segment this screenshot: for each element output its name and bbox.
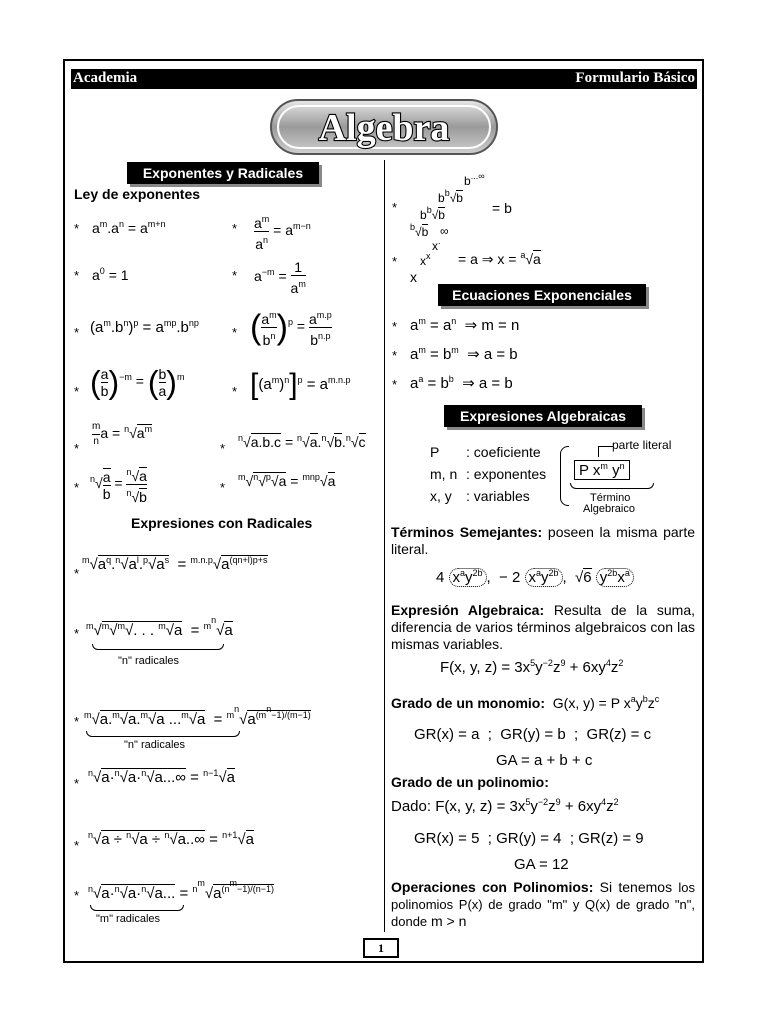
grado-monomio-gr: GR(x) = a ; GR(y) = b ; GR(z) = c xyxy=(414,726,652,743)
legend-algebraico: Algebraico xyxy=(583,503,635,515)
formula-8-body: $[(a^m)^n]^p = a^{m.n.p}$ xyxy=(250,368,351,401)
formula-8: * xyxy=(232,384,238,399)
radical-3-caption: "n" radicales xyxy=(124,739,186,751)
grado-polinomio-title: Grado de un polinomio: xyxy=(391,774,549,790)
brace-3 xyxy=(90,905,184,911)
radical-6-body: $^n$√a·$^n$√a·$^n$√a... = $^{n^m}√a^{(n^m-1)/(n-1)}$ xyxy=(88,878,275,902)
formula-6: * xyxy=(232,325,238,340)
grado-polinomio-gr: GR(x) = 5 ; GR(y) = 4 ; GR(z) = 9 xyxy=(414,830,644,847)
algebra-banner xyxy=(268,97,500,157)
formula-9: * xyxy=(74,441,80,456)
radical-2: * xyxy=(74,626,80,641)
legend-termino: Término xyxy=(590,492,631,504)
formula-7: * xyxy=(74,384,80,399)
legend-p-desc: : coeficiente xyxy=(466,444,541,460)
ecu-3-star: * xyxy=(392,377,398,392)
formula-3: * xyxy=(74,268,80,283)
header-bar xyxy=(71,69,697,89)
radical-5-body: $^n$√a ÷ $^n$√a ÷ $^n$√a..∞ = $^{n+1}$√a xyxy=(88,830,254,848)
operaciones-paragraph: Operaciones con Polinomios: Si tenemos los polinomios P(x) de grado "m" y Q(x) de grado "n", donde m > n xyxy=(391,879,695,929)
formula-10: * xyxy=(220,441,226,456)
formula-3-body: $a^0 = 1$ xyxy=(92,266,129,283)
formula-4-body: $a^{-m}$ = $\frac{1}{a^m}$ xyxy=(254,259,306,296)
semejantes-paragraph: Términos Semejantes: poseen la misma parte literal. xyxy=(391,524,695,557)
section-title-ecuaciones: Ecuaciones Exponenciales xyxy=(438,284,646,306)
section-title-exponentes: Exponentes y Radicales xyxy=(127,162,319,184)
brace-2 xyxy=(86,731,240,737)
semejantes-example: 4 $x^ay^{2b}$ , − 2 $x^ay^{2b}$ , √6 $y^{2b}x^a$ xyxy=(436,568,634,586)
brace-1 xyxy=(92,644,224,650)
header-right: Formulario Básico xyxy=(575,70,695,86)
formula-11: * xyxy=(74,480,80,495)
formula-5-body: $(a^m.b^n)^p = a^{mp}.b^{np}$ xyxy=(90,318,199,336)
formula-1: * xyxy=(74,221,80,236)
formula-1-body: $a^m.a^n = a^{m+n}$ xyxy=(92,219,166,236)
legend-term-brace xyxy=(570,483,654,489)
legend-parte: parte literal xyxy=(612,438,672,452)
radical-5: * xyxy=(74,838,80,853)
subtitle-ley: Ley de exponentes xyxy=(74,186,201,202)
section-title-radicales: Expresiones con Radicales xyxy=(131,515,313,531)
radical-4: * xyxy=(74,776,80,791)
formula-5: * xyxy=(74,325,80,340)
formula-2-body: $\frac{a^m}{a^n}$ = $a^{m-n}$ xyxy=(254,211,311,252)
radical-3-body: $^m$√a.$^m$√a.$^m$√a $...^m√a = ^{m^n}√a^{(m^n-1)/(m-1)}$ xyxy=(84,704,311,728)
tower-1-body: b...∞ $b^b√b$ $b^b√b$ $^b$√b xyxy=(410,171,485,239)
tower-2-result: = a ⇒ x = $^a$√a xyxy=(458,250,541,267)
radical-1-body: $^m√a^q.^n√a^l.^p√a^s = ^{m.n.p}√a^{(qn+l)p+s}$ xyxy=(82,555,268,573)
grado-polinomio-ga: GA = 12 xyxy=(514,856,569,873)
grado-monomio-ga: GA = a + b + c xyxy=(496,752,593,769)
radical-2-caption: "n" radicales xyxy=(118,655,180,667)
grado-monomio: Grado de un monomio: G(x, y) = P $x^ay^bz^c$ xyxy=(391,694,660,711)
formula-12: * xyxy=(220,480,226,495)
tower-2-body: ∞ x. $x^x$ x xyxy=(410,224,449,285)
formula-7-body: ( $\frac{a}{b}$ )$^{-m}$ = ( $\frac{b}{a}$ )$^m$ xyxy=(90,364,185,401)
legend-xy-desc: : variables xyxy=(466,488,530,504)
formula-11-body: $^n$√ $\frac{a}{b}$ = $\frac{^n√a}{^n√b}$ xyxy=(90,464,147,505)
formula-6-body: ( $\frac{a^m}{b^n}$ )$^p$ = $\frac{a^{m.p}}{b^{n.p}}$ xyxy=(250,308,332,348)
legend-p: P xyxy=(430,444,440,460)
header-left: Academia xyxy=(73,70,138,86)
formula-9-body: $\frac{m}{n}$ $a = ^n√a^m$ xyxy=(92,421,153,447)
radical-6-caption: "m" radicales xyxy=(96,913,161,925)
grado-polinomio-dado: Dado: F(x, y, $z) = 3x^5y^{-2}z^9 + 6xy^4z^2$ xyxy=(391,797,619,815)
ecu-1-body: $a^m = a^n$ ⇒ m = n xyxy=(410,316,520,334)
legend-brace xyxy=(560,446,569,506)
formula-4: * xyxy=(232,268,238,283)
expresion-example: F(x, y, $z) = 3x^5y^{-2}z^9 + 6xy^4z^2$ xyxy=(440,658,624,676)
tower-1-result: = b xyxy=(492,200,512,216)
expresion-paragraph: Expresión Algebraica: Resulta de la suma, diferencia de varios términos algebraicos con las mismas variables. xyxy=(391,602,695,652)
formula-12-body: $^m$√$^n$√$^p$√a = $^{mnp}$√a xyxy=(238,472,336,489)
tower-2-star: * xyxy=(392,254,398,269)
radical-2-body: $^m$√$^m$√$^m$√. . . $^m$√a = $^{m^n}$√a xyxy=(86,615,233,639)
radical-1: * xyxy=(74,566,80,581)
radical-3: * xyxy=(74,714,80,729)
ecu-3-body: $a^a = b^b$ ⇒ a = b xyxy=(410,374,513,392)
legend-term-box: P $x^m$ $y^n$ xyxy=(574,460,630,480)
legend-mn: m, n xyxy=(430,466,458,482)
radical-6: * xyxy=(74,888,80,903)
formula-2: * xyxy=(232,221,238,236)
tower-1-star: * xyxy=(392,200,398,215)
legend-mn-desc: : exponentes xyxy=(466,466,547,482)
legend-xy: x, y xyxy=(430,488,452,504)
ecu-1-star: * xyxy=(392,319,398,334)
ecu-2-body: $a^m = b^m$ ⇒ a = b xyxy=(410,345,518,363)
legend-arrow xyxy=(598,446,613,457)
banner-title: Algebra xyxy=(318,107,450,149)
ecu-2-star: * xyxy=(392,348,398,363)
formula-10-body: $^n$√a.b.c = $^n$√a.$^n$√b.$^n$√c xyxy=(238,433,366,450)
page-number: 1 xyxy=(363,938,399,958)
section-title-expresiones: Expresiones Algebraicas xyxy=(444,405,642,427)
column-divider xyxy=(384,160,385,932)
radical-4-body: $^n$√a·$^n$√a·$^n$√a...∞ = $^{n-1}$√a xyxy=(88,768,235,786)
